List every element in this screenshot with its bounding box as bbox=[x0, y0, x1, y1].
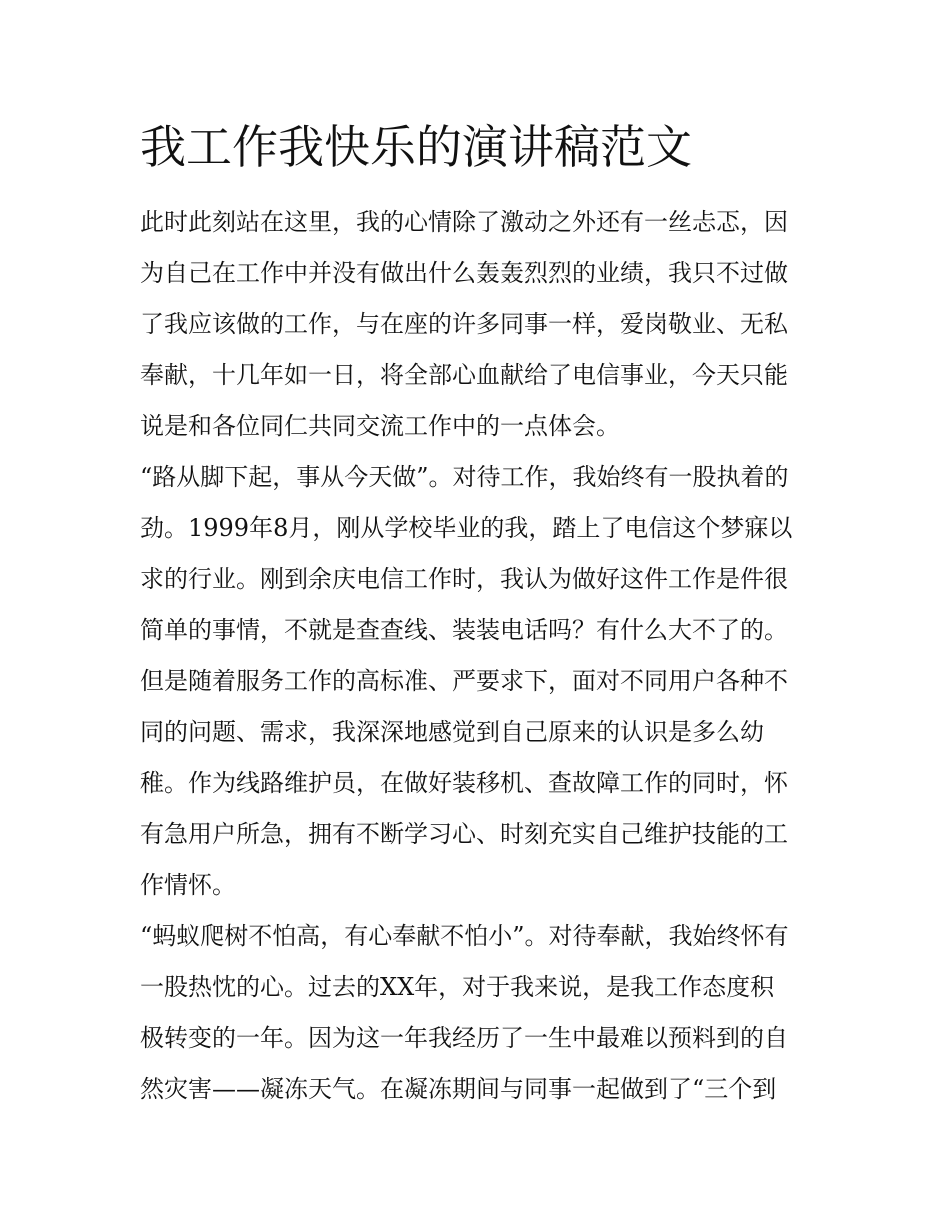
text-line: 然灾害——凝冻天气。在凝冻期间与同事一起做到了“三个到 bbox=[140, 1075, 777, 1103]
text-line: 为自己在工作中并没有做出什么轰轰烈烈的业绩，我只不过做 bbox=[140, 259, 788, 287]
text-line: 同的问题、需求，我深深地感觉到自己原来的认识是多么幼 bbox=[140, 718, 764, 746]
text-line: 作情怀。 bbox=[140, 871, 236, 899]
text-line: 此时此刻站在这里，我的心情除了激动之外还有一丝忐忑，因 bbox=[140, 208, 788, 236]
text-line: 求的行业。刚到余庆电信工作时，我认为做好这件工作是件很 bbox=[140, 565, 788, 593]
text-line: 简单的事情，不就是查查线、装装电话吗？有什么大不了的。 bbox=[140, 616, 788, 644]
text-line: 有急用户所急，拥有不断学习心、时刻充实自己维护技能的工 bbox=[140, 820, 788, 848]
text-line: 说是和各位同仁共同交流工作中的一点体会。 bbox=[140, 412, 620, 440]
text-line: 一股热忱的心。过去的XX年，对于我来说，是我工作态度积 bbox=[140, 973, 775, 1001]
text-line: 极转变的一年。因为这一年我经历了一生中最难以预料到的自 bbox=[140, 1024, 788, 1052]
text-line: 稚。作为线路维护员，在做好装移机、查故障工作的同时，怀 bbox=[140, 769, 788, 797]
text-line: 了我应该做的工作，与在座的许多同事一样，爱岗敬业、无私 bbox=[140, 310, 788, 338]
text-line: “蚂蚁爬树不怕高，有心奉献不怕小”。对待奉献，我始终怀有 bbox=[140, 922, 789, 950]
text-line: 奉献，十几年如一日，将全部心血献给了电信事业，今天只能 bbox=[140, 361, 788, 389]
document-title: 我工作我快乐的演讲稿范文 bbox=[140, 120, 692, 174]
text-line: 但是随着服务工作的高标准、严要求下，面对不同用户各种不 bbox=[140, 667, 788, 695]
text-line: “路从脚下起，事从今天做”。对待工作，我始终有一股执着的 bbox=[140, 463, 789, 491]
text-line: 劲。1999年8月，刚从学校毕业的我，踏上了电信这个梦寐以 bbox=[140, 514, 793, 542]
